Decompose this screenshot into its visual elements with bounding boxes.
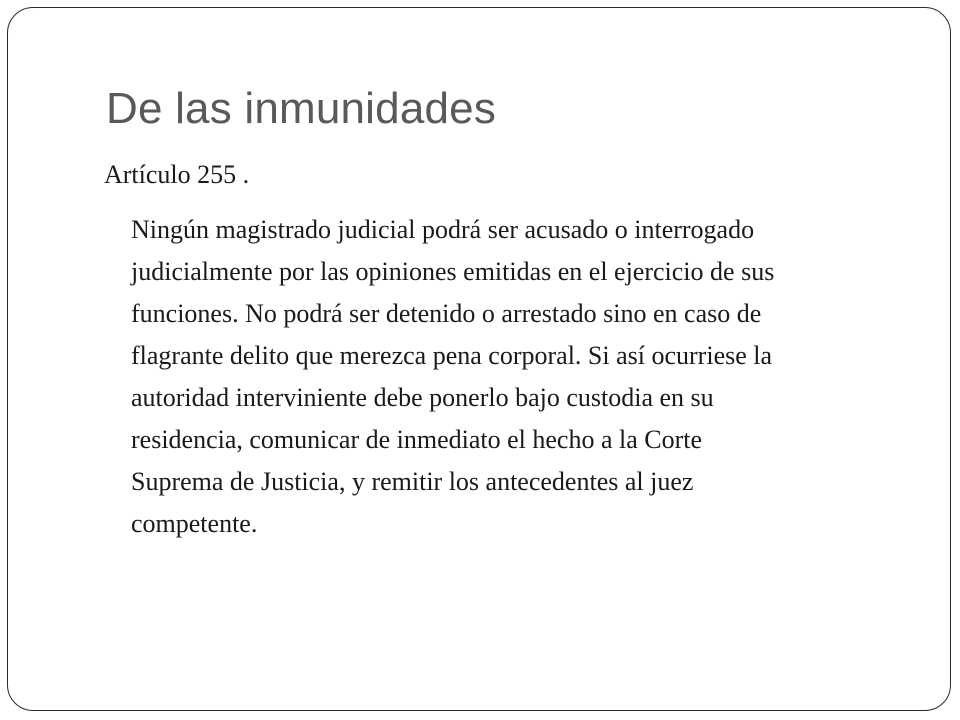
article-body-line: funciones. No podrá ser detenido o arrestado sino en caso de <box>131 299 762 328</box>
article-body-line: judicialmente por las opiniones emitidas en el ejercicio de sus <box>131 257 775 286</box>
article-body-line: competente. <box>131 509 258 538</box>
article-body <box>131 209 921 545</box>
slide-title: De las inmunidades <box>106 84 497 133</box>
article-body-line: residencia, comunicar de inmediato el hecho a la Corte <box>131 425 703 454</box>
article-body-line: Ningún magistrado judicial podrá ser acusado o interrogado <box>131 215 755 244</box>
article-heading: Artículo 255 . <box>104 160 250 189</box>
article-body-line: Suprema de Justicia, y remitir los antecedentes al juez <box>131 467 694 496</box>
article-body-line: autoridad interviniente debe ponerlo bajo custodia en su <box>131 383 714 412</box>
article-body-line: flagrante delito que merezca pena corporal. Si así ocurriese la <box>131 341 773 370</box>
